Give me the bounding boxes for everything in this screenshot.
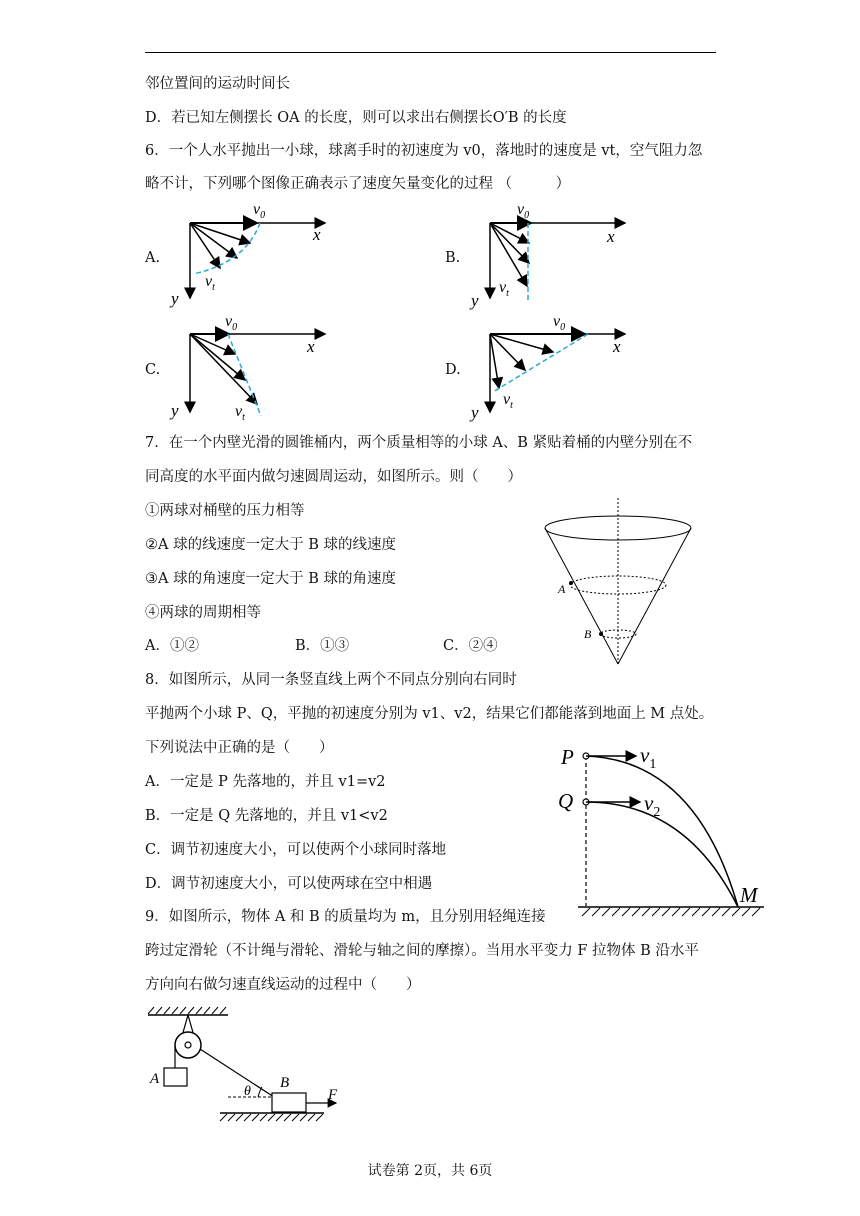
q6d-x-label: x <box>613 337 621 356</box>
q6b-v0-label: $v_0$ <box>517 201 530 221</box>
q9-stem-line3: 方向向右做匀速直线运动的过程中（ ） <box>145 977 421 993</box>
q8-projectile-figure <box>556 740 766 920</box>
q9-block-b-label: B <box>280 1075 290 1091</box>
q9-force-f-label: F <box>328 1087 338 1103</box>
page-footer: 试卷第 2页，共 6页 <box>367 1163 493 1179</box>
q6c-vt-label: $v_t$ <box>235 403 245 423</box>
q8-stem-line1: 8．如图所示，从同一条竖直线上两个不同点分别向右同时 <box>145 672 517 688</box>
q6-stem-line1: 6．一个人水平抛出一小球，球离手时的初速度为 v0，落地时的速度是 vt，空气阻力忽 <box>145 143 703 159</box>
q6-option-a-label: A. <box>145 250 161 266</box>
q8-ball-q-label: Q <box>558 789 574 813</box>
q9-block-a-label: A <box>150 1071 160 1087</box>
q6-figure-b <box>465 198 640 310</box>
q6a-vt-label: $v_t$ <box>205 273 215 293</box>
q8-point-m-label: M <box>740 883 758 907</box>
q6d-y-label: y <box>471 403 479 422</box>
q6c-y-label: y <box>171 401 179 420</box>
q6a-v0-label: $v_0$ <box>253 201 266 221</box>
q7-cone-figure <box>540 496 700 668</box>
q6-option-d-label: D. <box>445 362 461 378</box>
q7-statement-4: ④两球的周期相等 <box>145 605 261 621</box>
q6-option-b-label: B. <box>445 250 461 266</box>
q8-option-b: B．一定是 Q 先落地的，并且 v1<v2 <box>145 808 388 824</box>
q6-figure-d <box>465 312 640 424</box>
q6c-x-label: x <box>307 337 315 356</box>
q6b-y-label: y <box>471 291 479 310</box>
q8-v2-label: $v_2$ <box>644 791 661 820</box>
q7-statement-2: ②A 球的线速度一定大于 B 球的线速度 <box>145 537 396 553</box>
q6b-x-label: x <box>607 227 615 246</box>
q6a-x-label: x <box>313 225 321 244</box>
q8-option-c: C．调节初速度大小，可以使两个小球同时落地 <box>145 842 447 858</box>
q6-option-c-label: C. <box>145 362 161 378</box>
q6d-v0-label: $v_0$ <box>553 313 566 333</box>
header-rule <box>145 52 716 53</box>
q6-figure-a <box>165 198 340 310</box>
q7-ball-a-label: A <box>558 582 566 596</box>
q8-stem-line2: 平抛两个小球 P、Q，平抛的初速度分别为 v1、v2，结果它们都能落到地面上 M 点处。 <box>145 706 714 722</box>
q6a-y-label: y <box>171 289 179 308</box>
q6-stem-line2: 略不计，下列哪个图像正确表示了速度矢量变化的过程 （ ） <box>145 176 571 192</box>
q8-option-d: D．调节初速度大小，可以使两球在空中相遇 <box>145 876 433 892</box>
q7-option-b: B．①③ <box>295 638 350 654</box>
q8-option-a: A．一定是 P 先落地的，并且 v1=v2 <box>145 774 386 790</box>
q6-figure-c <box>165 312 340 424</box>
q7-stem-line2: 同高度的水平面内做匀速圆周运动，如图所示。则（ ） <box>145 469 522 485</box>
q8-v1-label: $v_1$ <box>640 743 657 772</box>
q9-stem-line2: 跨过定滑轮（不计绳与滑轮、滑轮与轴之间的摩擦）。当用水平变力 F 拉物体 B 沿水平 <box>145 943 699 959</box>
q9-theta-label: θ <box>244 1084 251 1099</box>
q7-option-c: C．②④ <box>443 638 498 654</box>
q8-ball-p-label: P <box>561 745 574 769</box>
q5-option-d: D．若已知左侧摆长 OA 的长度，则可以求出右侧摆长O′B 的长度 <box>145 110 567 126</box>
q7-ball-b-label: B <box>584 627 592 641</box>
q7-option-a: A．①② <box>145 638 199 654</box>
q7-statement-3: ③A 球的角速度一定大于 B 球的角速度 <box>145 571 396 587</box>
q8-stem-line3: 下列说法中正确的是（ ） <box>145 740 334 756</box>
q7-statement-1: ①两球对桶壁的压力相等 <box>145 503 305 519</box>
q6d-vt-label: $v_t$ <box>503 391 513 411</box>
q6c-v0-label: $v_0$ <box>225 313 238 333</box>
q7-stem-line1: 7．在一个内壁光滑的圆锥桶内，两个质量相等的小球 A、B 紧贴着桶的内壁分别在不 <box>145 435 693 451</box>
q9-stem-line1: 9．如图所示，物体 A 和 B 的质量均为 m，且分别用轻绳连接 <box>145 909 546 925</box>
continued-line: 邻位置间的运动时间长 <box>145 76 290 92</box>
q6b-vt-label: $v_t$ <box>499 279 509 299</box>
q9-pulley-figure <box>140 1005 340 1130</box>
